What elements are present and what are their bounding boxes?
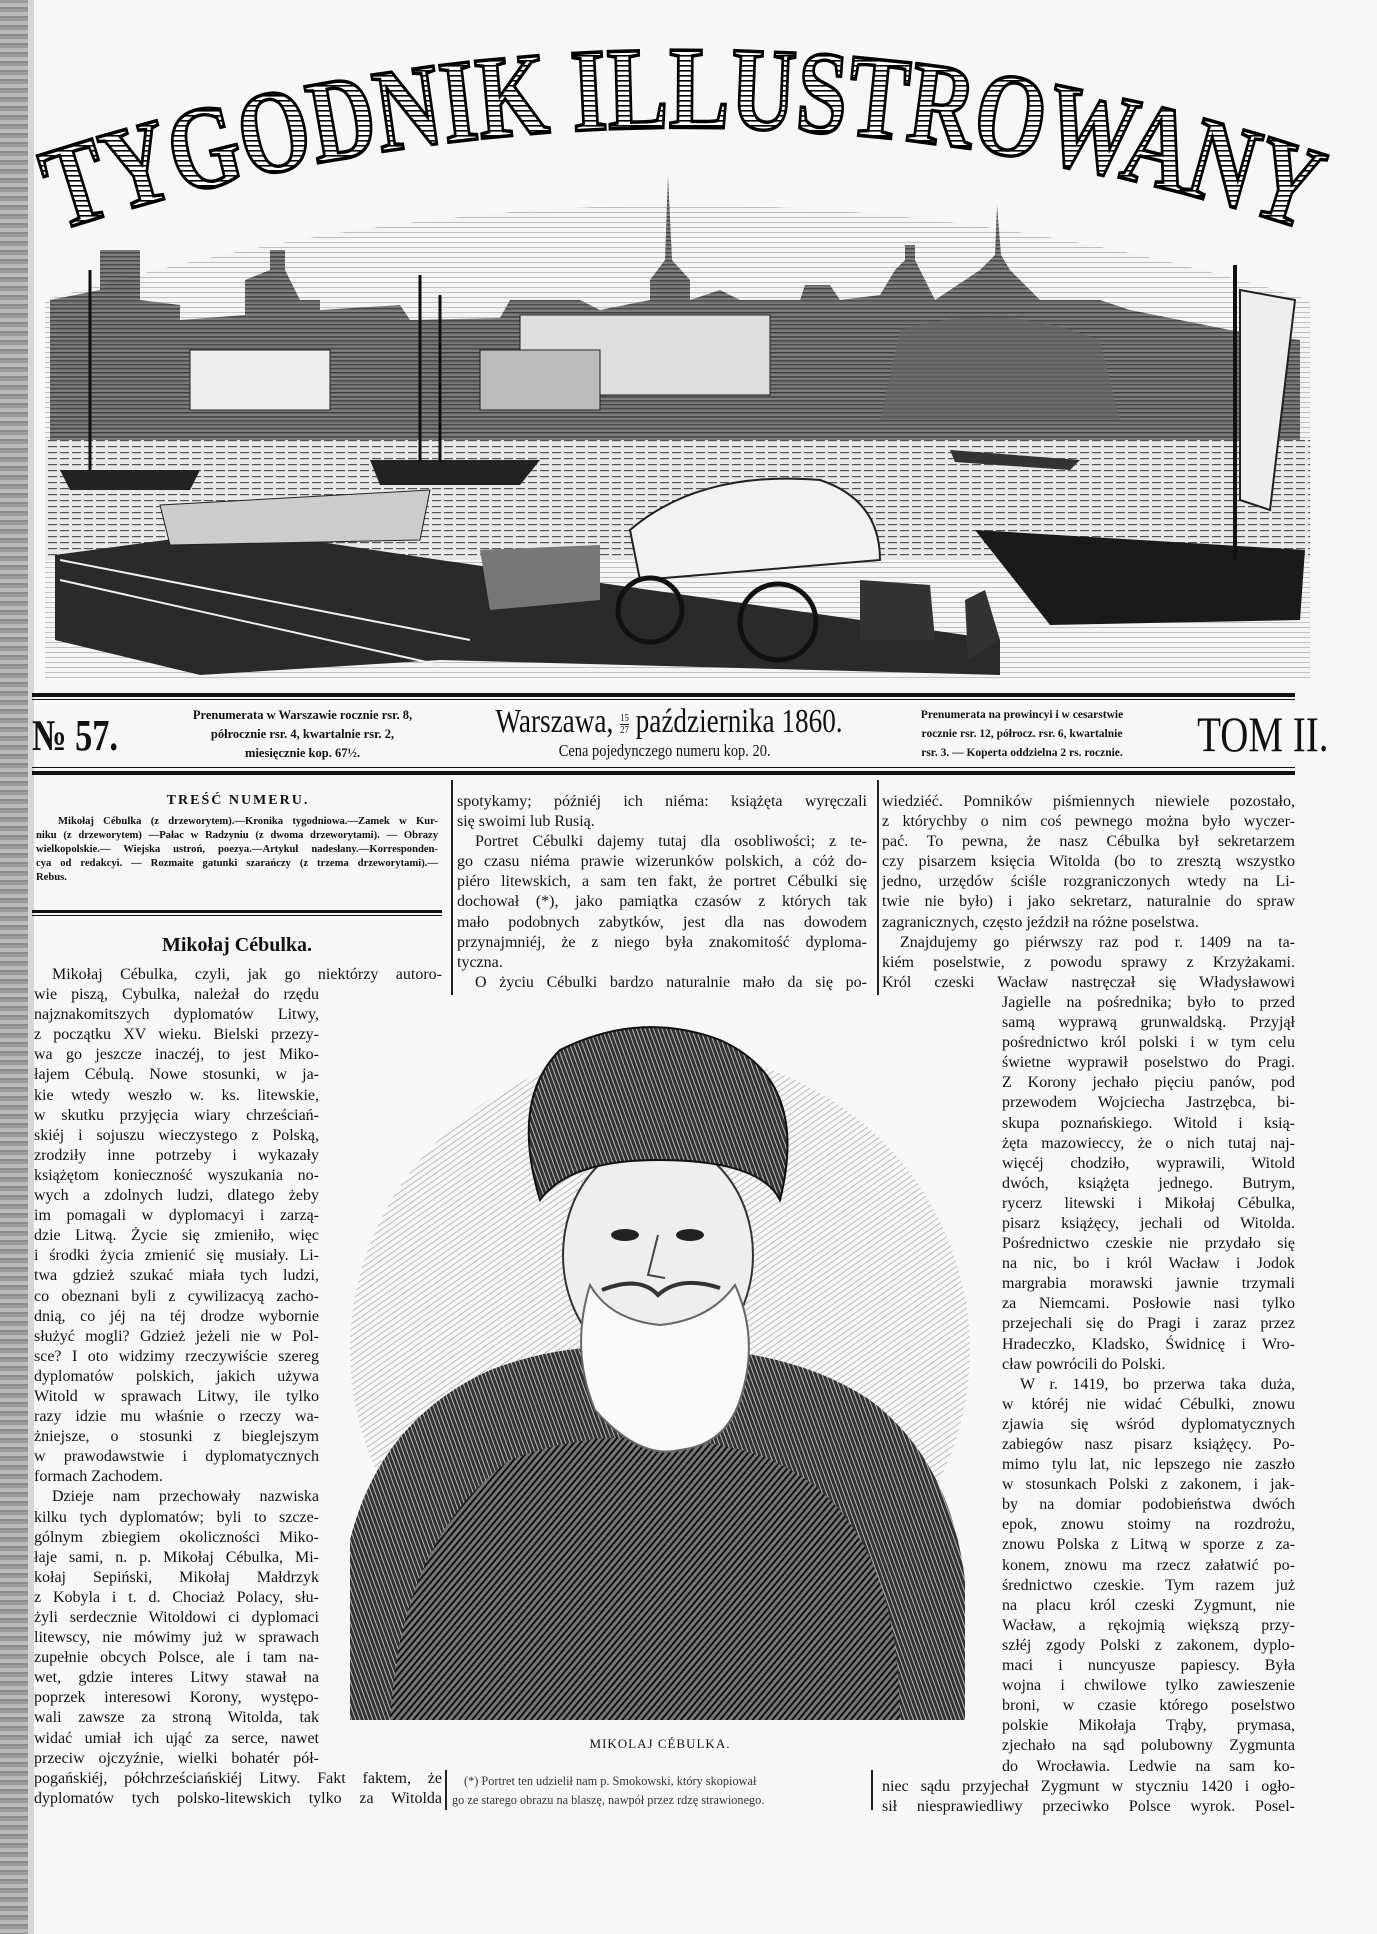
right-column-line: cław powrócili do Polski.	[1002, 1355, 1166, 1373]
contents-line: Rebus.	[36, 872, 67, 883]
contents-rule	[32, 910, 442, 913]
left-column-line: im pomagali w dyplomacyi i zarzą-	[34, 1207, 319, 1225]
right-column-line: zagranicznych, często jeździł na różne poselstwa.	[882, 913, 1199, 931]
right-column-line: wojna i chwilowe tylko zawieszenie	[1002, 1677, 1295, 1695]
left-column-line: pogańskiéj, półchrześciańskiéj Litwy. Fakt faktem, że	[34, 1769, 442, 1787]
right-column-line: rycerz litewski i Mikołaj Cébulka,	[1002, 1194, 1295, 1212]
right-column-line: Pośrednictwo czeskie nie przydało się	[1002, 1235, 1295, 1253]
right-column-line: Wacław, a rękojmią większą przy-	[1002, 1616, 1295, 1634]
right-column-line: jedno, urzędów ściśle rozgraniczonych wtedy na Li-	[882, 873, 1295, 891]
portrait-caption: MIKOLAJ CÉBULKA.	[589, 1736, 731, 1751]
right-column-line: kiém poselstwie, z powodu sprawy z Krzyżakami.	[882, 953, 1295, 971]
middle-column-line: O życiu Cébulki bardzo naturalnie mało da się po-	[475, 973, 867, 991]
left-column-line: w prawodawstwie i dyplomatycznych	[34, 1448, 319, 1466]
date-month-year: października 1860.	[635, 703, 843, 740]
right-column-line: znowu Polska z Litwą w sporze z za-	[1002, 1536, 1295, 1554]
left-column-line: wa go jeszcze inaczéj, to jest Miko-	[34, 1046, 319, 1064]
contents-line: cya od redakcyi. — Rozmaite gatunki szarańczy (z trzema drzeworytami).—	[36, 858, 438, 869]
left-column-line: żyli serdecznie Witoldowi ci dyplomaci	[34, 1609, 319, 1626]
right-column-line: z którychby o nim coś pewnego można było wyczer-	[882, 813, 1295, 831]
left-column-line: wet, gdzie interes Litwy stawał na	[34, 1669, 319, 1687]
right-column-line: więcéj chodziło, wyprawili, Witold	[1002, 1154, 1295, 1172]
middle-column-line: się swoimi lub Rusią.	[457, 813, 595, 831]
masthead	[0, 0, 1377, 690]
right-column-line: w stosunkach Polski z zakonem, i jak-	[1002, 1476, 1295, 1494]
left-column-line: wych a zdolnych ludzi, dlatego żeby	[34, 1187, 319, 1205]
subscription-province	[882, 706, 1162, 763]
left-column-line: poprzek interesowi Korony, występo-	[34, 1689, 319, 1707]
right-column-line: pośrednictwo król polski i w tym celu	[1002, 1034, 1295, 1052]
left-column-line: z początku XV wieku. Bielski przezy-	[34, 1026, 319, 1044]
middle-column-line: piéro litewskich, a sam ten fakt, że portret Cébulki się	[457, 873, 867, 891]
left-column-line: Witold w sprawach Litwy, ile tylko	[34, 1387, 319, 1405]
contents-line: niku (z drzeworytem) —Pałac w Radzyniu (z dwoma drzeworytami). — Obrazy	[36, 830, 438, 841]
subscription-line: rsr. 3. — Koperta oddzielna 2 rs. rocznie.	[921, 747, 1123, 759]
right-column-line: Król czeski Wacław nastręczał się Władysławowi	[882, 973, 1295, 991]
left-column-line: łaje sami, n. p. Mikołaj Cébulka, Mi-	[34, 1548, 319, 1566]
date-fraction: $\frac{15}{27}$	[620, 711, 629, 736]
right-column-line: żęta mazowieccy, że o nich tutaj naj-	[1002, 1134, 1295, 1152]
right-column-line: na nic, bo i król Wacław i Jodok	[1002, 1255, 1295, 1273]
right-column-line: pać. To pewna, że nasz Cébulka był sekretarzem	[882, 833, 1295, 851]
footnote	[452, 1772, 866, 1810]
left-column-line: najznakomitszych dyplomatów Litwy,	[34, 1006, 319, 1024]
contents-line: wielkopolskie.— Wiejska ustroń, poezya.—Artykuł nadesłany.—Korresponden-	[36, 844, 438, 855]
left-column-line: służyć mogli? Gdzież jeżeli nie w Pol-	[34, 1327, 319, 1345]
middle-column-line: mało podobnych zabytków, jest dla nas dowodem	[457, 913, 867, 931]
right-column-line: przewodem Wojciecha Jastrzębca, bi-	[1002, 1094, 1295, 1112]
harbor-illustration	[45, 175, 1310, 680]
right-column-line: zjawia się wśród dyplomatycznych	[1002, 1415, 1295, 1433]
column-divider	[445, 1770, 447, 1810]
left-column-line: widać umiał ich ująć za serce, nawet	[34, 1729, 319, 1747]
right-column-line: do Wrocławia. Ledwie na sam ko-	[1002, 1757, 1295, 1775]
right-column-line: skupa poznańskiego. Witold i ksią-	[1002, 1114, 1295, 1132]
right-column-line: Hradeczko, Kladsko, Świdnicę i Wro-	[1002, 1335, 1295, 1353]
portrait-engraving	[340, 1020, 980, 1730]
right-column-line: twie nie było) i jako sekretarz, naturalnie do spraw	[882, 893, 1295, 911]
right-column-line: przejechali się do Pragi i zaraz przez	[1002, 1315, 1295, 1333]
right-column-line: polskie Mikołaja Trąby, prymasa,	[1002, 1717, 1295, 1735]
left-column-line: sce? I oto widzimy rzeczywiście szereg	[34, 1347, 319, 1365]
issue-number: № 57.	[32, 711, 118, 760]
left-column-line: kołaj Sepiński, Mikołaj Małdrzyk	[34, 1568, 319, 1586]
left-column-line: gólnym zbiegiem okoliczności Miko-	[34, 1528, 319, 1546]
left-column-line: i środki życia zmienić się musiały. Li-	[34, 1247, 319, 1265]
middle-column-line: przynajmniéj, że z niego była znakomitość dyploma-	[457, 933, 867, 951]
header-bottom-rule	[32, 771, 1295, 775]
right-column-line: broni, w czasie którego poselstwo	[1002, 1697, 1295, 1715]
middle-column-line: tyczna.	[457, 953, 503, 971]
left-column-line: łajem Cébulą. Nowe stosunki, w ja-	[34, 1066, 319, 1084]
left-column-line: litewscy, nie mówimy już w sprawach	[34, 1629, 319, 1647]
right-column-line: szłéj zgody Polski z zakonem, dyplo-	[1002, 1636, 1295, 1654]
right-column-line: zabiegów nasz pisarz książęcy. Po-	[1002, 1436, 1295, 1453]
left-column-line: skiéj i sojuszu wieczystego z Polską,	[34, 1126, 319, 1144]
right-column-line: mimo tylu lat, nic lepszego nie zaszło	[1002, 1456, 1295, 1474]
left-column-line: książętom konieczność wyszukania no-	[34, 1166, 319, 1184]
contents-rule-thin	[32, 915, 442, 916]
issue-date	[452, 704, 877, 762]
left-column-line: co obeznani byli z cywilizacyą zacho-	[34, 1287, 319, 1305]
left-column-line: dnią, co jéj na téj drodze wybornie	[34, 1307, 319, 1325]
subscription-line: półrocznie rsr. 4, kwartalnie rsr. 2,	[210, 727, 395, 741]
right-column-line: Z Korony jechało pięciu panów, pod	[1002, 1074, 1295, 1092]
footnote-line: go ze starego obrazu na blaszę, nawpół przez rdzę strawionego.	[452, 1793, 765, 1807]
masthead-title: TYGODNIK ILLUSTROWANY	[27, 21, 1358, 261]
subscription-line: rocznie rsr. 12, półrocz. rsr. 6, kwartalnie	[921, 728, 1123, 740]
left-column-line: z Kobyla i t. d. Chociaż Polacy, słu-	[34, 1588, 319, 1606]
right-column-line: W r. 1419, bo przerwa taka duża,	[1020, 1375, 1295, 1393]
left-column-line: wie piszą, Cybulka, należał do rzędu	[34, 986, 319, 1004]
middle-column-line: Portret Cébulki dajemy tutaj dla osobliwości; z te-	[475, 833, 867, 851]
left-column-line: w skutku przyjęcia wiary chrześciań-	[34, 1106, 319, 1124]
right-column-line: świetne wyprawił poselstwo do Pragi.	[1002, 1054, 1295, 1072]
left-column-line: kilku tych dyplomatów; byli to szcze-	[34, 1508, 319, 1526]
left-column-line: Mikołaj Cébulka, czyli, jak go niektórzy autoro-	[52, 966, 442, 983]
contents-line: Mikołaj Cébulka (z drzeworytem).—Kronika tygodniowa.—Zamek w Kur-	[58, 816, 438, 827]
left-column-line: zupełnie obcych Polsce, ale i tam na-	[34, 1649, 319, 1667]
header-bottom-rule-thin	[32, 767, 1295, 768]
subscription-line: miesięcznie kop. 67½.	[245, 746, 360, 760]
contents-list	[36, 815, 438, 885]
subscription-line: Prenumerata na prowincyi i w cesarstwie	[920, 709, 1124, 721]
middle-column-line: go czasu niéma prawie wizerunków polskich, a cóż do-	[457, 853, 867, 871]
issue-price: Cena pojedynczego numeru kop. 20.	[558, 741, 771, 760]
middle-column-line: spotykamy; późniéj ich niéma: książęta wyręczali	[457, 793, 867, 810]
right-column-line: średnictwo czeskie. Tym razem już	[1002, 1576, 1295, 1594]
subscription-warsaw	[160, 706, 445, 763]
right-column-line: sił niesprawiedliwy przeciwko Polsce wyrok. Posel-	[882, 1797, 1295, 1815]
right-column-line: maci i nuncyusze papiescy. Była	[1002, 1657, 1295, 1675]
left-column-line: żniejsze, o stosunki z bieglejszym	[34, 1428, 319, 1446]
column-divider	[451, 780, 453, 995]
right-column-line: Znajdujemy go piérwszy raz pod r. 1409 na ta-	[900, 933, 1295, 951]
left-column-line: dyplomatów tych polsko-litewskich tylko za Witolda	[34, 1789, 442, 1807]
left-column-line: wali zawsze za stroną Witolda, tak	[34, 1709, 319, 1727]
middle-column	[457, 792, 867, 993]
right-column-line: za Niemcami. Posłowie nasi tylko	[1002, 1295, 1295, 1313]
right-column-line: wiedziéć. Pomników piśmiennych niewiele pozostało,	[882, 793, 1295, 810]
left-column-line: przeciw ojczyźnie, wielki bohatér pół-	[34, 1749, 319, 1767]
right-column-line: w któréj nie widać Cébulki, znowu	[1002, 1395, 1295, 1413]
right-column-line: zjechało na sąd polubowny Zygmunta	[1002, 1737, 1295, 1755]
subscription-line: Prenumerata w Warszawie rocznie rsr. 8,	[192, 708, 413, 722]
right-column-line: margrabia morawski jawnie trzymali	[1002, 1275, 1295, 1293]
right-column-line: Jagielle na pośrednika; było to przed	[1002, 993, 1295, 1011]
left-column-line: formach Zachodem.	[34, 1468, 163, 1486]
left-column-line: dyplomatów polskich, jakich używa	[34, 1367, 319, 1385]
right-column-line: czy pisarzem księcia Witolda (bo to zresztą wszystko	[882, 853, 1295, 871]
right-column-line: samą wyprawą grunwaldską. Przyjął	[1002, 1014, 1295, 1032]
contents-title: TREŚĆ NUMERU.	[166, 793, 310, 808]
right-column-line: by na domiar podobieństwa dwóch	[1002, 1496, 1295, 1514]
header-top-rule	[32, 693, 1295, 697]
header-top-rule-thin	[32, 699, 1295, 700]
middle-column-line: dochował (*), jako pamiątka czasów z których tak	[457, 893, 867, 911]
left-column-line: dzie Litwą. Życie się zmieniło, więc	[34, 1227, 319, 1245]
footnote-line: (*) Portret ten udzielił nam p. Smokowski, który skopiował	[464, 1774, 757, 1788]
left-column-line: zrodziły inne potrzeby i wykazały	[34, 1146, 319, 1164]
article-title: Mikołaj Cébulka.	[161, 934, 313, 956]
right-column-line: na placu król czeski Zygmunt, nie	[1002, 1596, 1295, 1614]
right-column-line: dwóch, książęta jednego. Butrym,	[1002, 1174, 1295, 1192]
left-column-line: kie wtedy weszło w. ks. litewskie,	[34, 1086, 319, 1104]
left-column-line: razy idzie mu właśnie o rzeczy wa-	[34, 1408, 319, 1426]
volume-number: TOM II.	[1197, 706, 1329, 762]
left-column-line: twa gdzież szukać miała tych ludzi,	[34, 1267, 319, 1285]
column-divider	[877, 780, 879, 995]
left-column-line: Dzieje nam przechowały nazwiska	[52, 1488, 319, 1506]
date-place: Warszawa,	[495, 703, 614, 740]
column-divider	[871, 1770, 873, 1810]
right-column-line: konem, znowu ma rzecz załatwić po-	[1002, 1556, 1295, 1574]
right-column-line: niec sądu przyjechał Zygmunt w styczniu 1420 i ogło-	[882, 1777, 1295, 1795]
right-column-line: epok, znowu stoimy na rozdrożu,	[1002, 1516, 1295, 1534]
right-column-line: pisarz książęcy, jechali od Witolda.	[1002, 1214, 1295, 1232]
